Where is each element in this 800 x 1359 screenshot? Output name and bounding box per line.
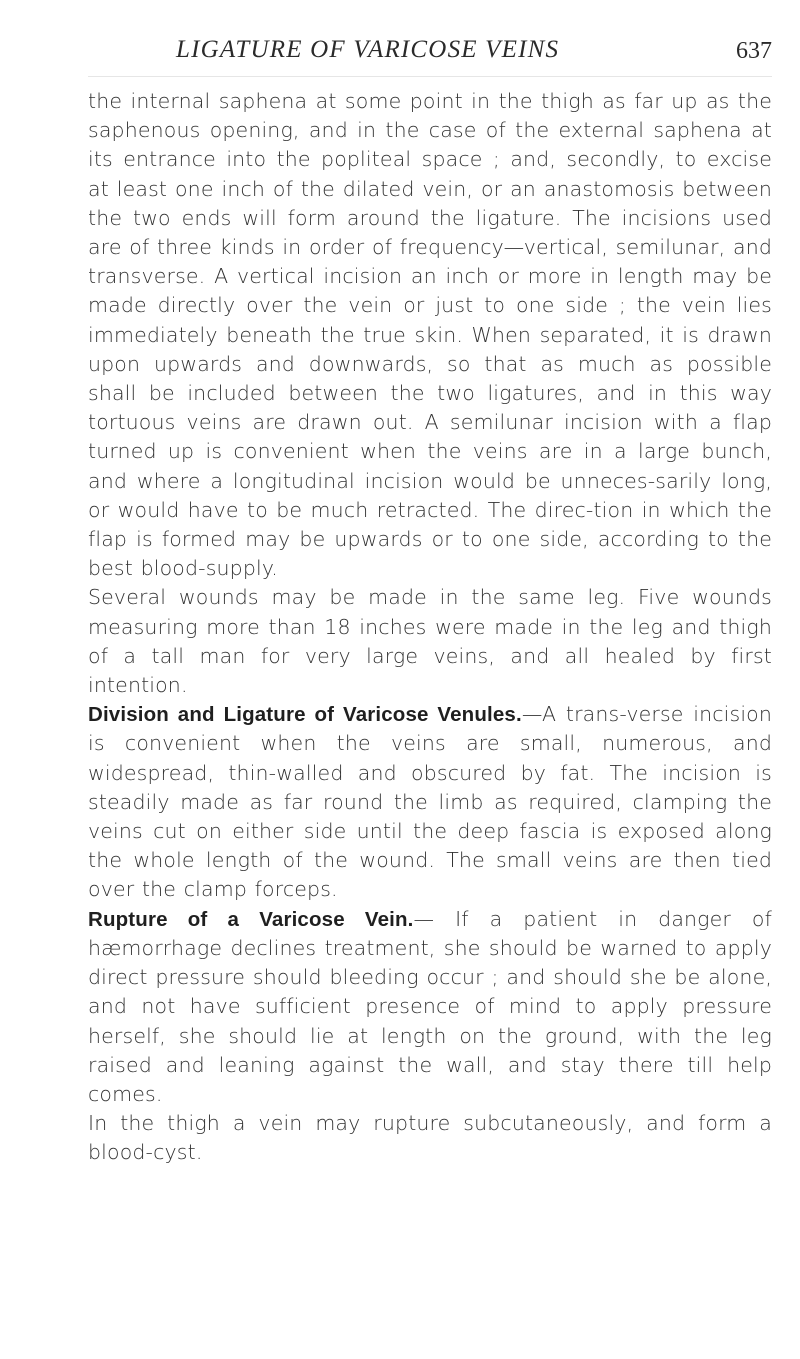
paragraph-text: In the thigh a vein may rupture subcutaneously, and form a blood-cyst.: [88, 1111, 772, 1165]
section-heading-division-ligature: Division and Ligature of Varicose Venules.: [88, 703, 522, 727]
page-number: 637: [736, 38, 772, 64]
paragraph-continuation: [88, 87, 772, 583]
paragraph-text: — If a patient in danger of hæmorrhage declines treatment, she should be warned to apply direct pressure should bleeding occur ; and should she be alone, and not have sufficient presence of mind to apply pressure herself, she should lie at length on the ground, with the leg raised and leaning against the wall, and stay there till help comes.: [88, 906, 772, 1106]
paragraph-rupture: [88, 905, 772, 1109]
paragraph-text: —A trans-verse incision is convenient when the veins are small, numerous, and widespread, thin-walled and obscured by fat. The incision is steadily made as far round the limb as required, clamping the veins cut on either side until the deep fascia is exposed along the whole length of the wound. The small veins are then tied over the clamp forceps.: [88, 702, 773, 902]
paragraph-text: Several wounds may be made in the same leg. Five wounds measuring more than 18 inches were made in the leg and thigh of a tall man for very large veins, and all healed by first intention.: [88, 585, 772, 698]
body-text: [88, 87, 772, 1168]
paragraph-text: the internal saphena at some point in the thigh as far up as the saphenous opening, and in the case of the external saphena at its entrance into the popliteal space ; and, secondly, to excise at least one inch of the dilated vein, or an anastomosis between the two ends will form around the ligature. The incisions used are of three kinds in order of frequency—vertical, semilunar, and transverse. A vertical incision an inch or more in length may be made directly over the vein or just to one side ; the vein lies immediately beneath the true skin. When separated, it is drawn upon upwards and downwards, so that as much as possible shall be included between the two ligatures, and in this way tortuous veins are drawn out. A semilunar incision with a flap turned up is convenient when the veins are in a large bunch, and where a longitudinal incision would be unneces-sarily long, or would have to be much retracted. The direc-tion in which the flap is formed may be upwards or to one side, according to the best blood-supply.: [88, 89, 772, 581]
running-head: LIGATURE OF VARICOSE VEINS: [176, 36, 560, 63]
page-header: [88, 36, 772, 77]
paragraph-thigh-rupture: [88, 1109, 772, 1167]
book-page: [88, 36, 772, 1168]
section-heading-rupture: Rupture of a Varicose Vein.: [88, 907, 414, 931]
paragraph-several-wounds: [88, 583, 772, 700]
paragraph-division-ligature: [88, 700, 772, 904]
